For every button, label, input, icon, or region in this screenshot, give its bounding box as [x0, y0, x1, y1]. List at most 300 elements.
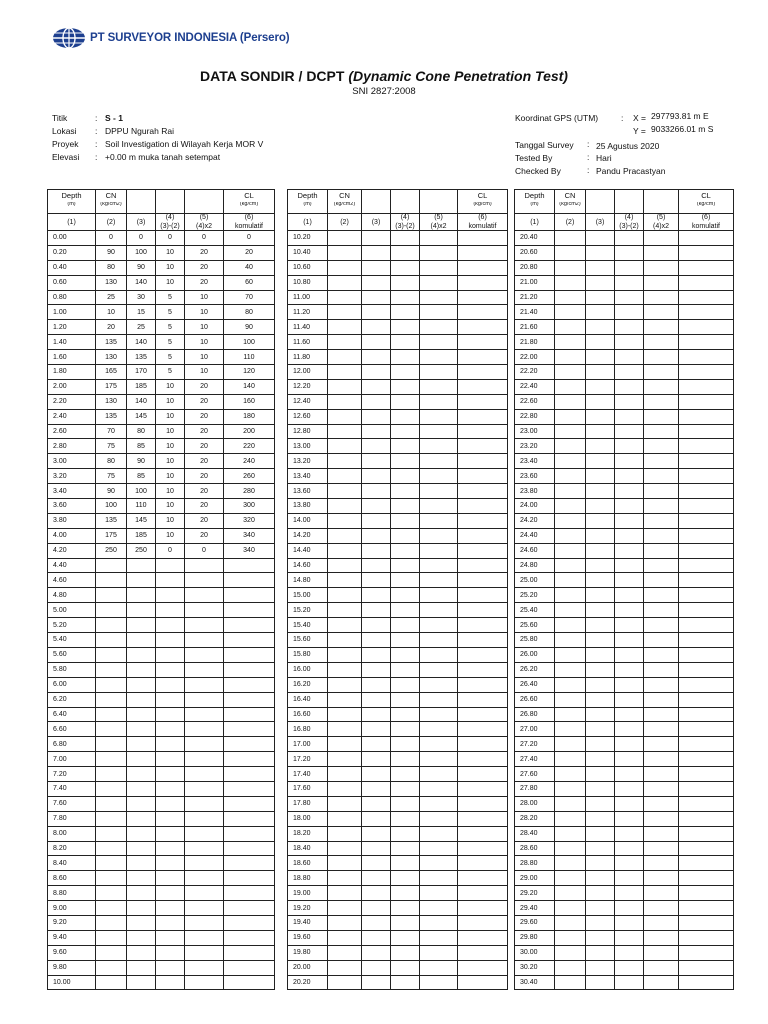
table-row-cell: 13.60: [288, 484, 328, 499]
table-row-cell: [156, 781, 185, 796]
table-row-cell: [185, 647, 224, 662]
table-row: [515, 573, 734, 588]
table-row-cell: [185, 841, 224, 856]
table-row-cell: 5: [156, 305, 185, 320]
table-row-cell: 80: [127, 424, 156, 439]
header-row-index: [515, 214, 734, 231]
table-row-cell: [156, 677, 185, 692]
table-row: [515, 260, 734, 275]
table-row-cell: [96, 960, 127, 975]
table-row-cell: [644, 603, 679, 618]
header-index-cell: [156, 214, 185, 231]
table-row-cell: [420, 588, 458, 603]
table-row-cell: [458, 915, 508, 930]
table-row-cell: [96, 826, 127, 841]
table-row-cell: [679, 647, 734, 662]
table-row-cell: 90: [224, 320, 275, 335]
info-colon: :: [95, 139, 98, 149]
table-row-cell: [586, 439, 615, 454]
table-row-cell: [328, 901, 362, 916]
table-row-cell: [420, 781, 458, 796]
table-row: [288, 871, 508, 886]
table-row-cell: [615, 826, 644, 841]
y-value: 9033266.01 m S: [651, 124, 714, 134]
table-row-cell: [615, 528, 644, 543]
table-row-cell: 23.60: [515, 469, 555, 484]
table-row-cell: 250: [127, 543, 156, 558]
table-row-cell: [185, 752, 224, 767]
table-row: [288, 662, 508, 677]
table-row-cell: [615, 945, 644, 960]
table-row-cell: [391, 275, 420, 290]
table-row-cell: [644, 752, 679, 767]
table-row-cell: 24.20: [515, 513, 555, 528]
table-row-cell: [420, 245, 458, 260]
info-label: Elevasi: [52, 152, 80, 162]
table-row-cell: 2.60: [48, 424, 96, 439]
table-row-cell: [458, 558, 508, 573]
table-row-cell: [224, 826, 275, 841]
table-row-cell: [185, 633, 224, 648]
table-row-cell: 20.20: [288, 975, 328, 990]
table-row-cell: [615, 439, 644, 454]
header-index-cell: [420, 214, 458, 231]
info-label: Proyek: [52, 139, 79, 149]
table-row-cell: 18.20: [288, 826, 328, 841]
table-row-cell: [644, 350, 679, 365]
table-row-cell: 13.80: [288, 499, 328, 514]
table-row-cell: [586, 365, 615, 380]
table-row-cell: [328, 513, 362, 528]
table-row-cell: [328, 439, 362, 454]
table-row: [48, 633, 275, 648]
table-row-cell: [328, 603, 362, 618]
header-index-cell: (2): [328, 214, 362, 231]
table-row-cell: [96, 975, 127, 990]
table-row: [288, 305, 508, 320]
table-row-cell: 60: [224, 275, 275, 290]
table-row: [515, 320, 734, 335]
table-row-cell: 21.00: [515, 275, 555, 290]
table-row-cell: [615, 811, 644, 826]
table-row-cell: [555, 439, 586, 454]
table-row: [515, 379, 734, 394]
table-row-cell: 30.40: [515, 975, 555, 990]
header-row-label-cell: CL: [458, 190, 508, 203]
table-row-cell: [224, 841, 275, 856]
table-row-cell: [615, 350, 644, 365]
table-row-cell: 4.40: [48, 558, 96, 573]
table-row-cell: [458, 960, 508, 975]
company-logo: [52, 27, 302, 53]
table-row-cell: [586, 737, 615, 752]
table-row-cell: [185, 662, 224, 677]
header-row-unit-cell: [644, 202, 679, 214]
table-row-cell: [96, 767, 127, 782]
table-row-cell: [328, 335, 362, 350]
table-row-cell: [555, 469, 586, 484]
table-row-cell: [127, 871, 156, 886]
table-row: [515, 513, 734, 528]
table-row-cell: [679, 543, 734, 558]
table-row-cell: [586, 231, 615, 246]
table-row: [48, 439, 275, 454]
table-row-cell: 10: [96, 305, 127, 320]
table-row-cell: [127, 811, 156, 826]
table-row-cell: [420, 439, 458, 454]
table-row-cell: [679, 826, 734, 841]
table-row-cell: 11.80: [288, 350, 328, 365]
table-row-cell: [644, 528, 679, 543]
table-row-cell: 25.20: [515, 588, 555, 603]
table-row-cell: 21.80: [515, 335, 555, 350]
table-row-cell: 26.00: [515, 647, 555, 662]
table-row-cell: [644, 618, 679, 633]
table-row-cell: [586, 305, 615, 320]
table-row-cell: 4.60: [48, 573, 96, 588]
table-row-cell: 11.20: [288, 305, 328, 320]
table-row-cell: 28.40: [515, 826, 555, 841]
table-row-cell: [224, 707, 275, 722]
table-row: [515, 722, 734, 737]
table-row-cell: 22.60: [515, 394, 555, 409]
table-row-cell: [224, 930, 275, 945]
table-row-cell: [96, 945, 127, 960]
info-colon: :: [95, 152, 98, 162]
table-row: [288, 692, 508, 707]
table-row-cell: [391, 513, 420, 528]
table-row: [288, 424, 508, 439]
table-row-cell: [391, 320, 420, 335]
table-row-cell: [644, 454, 679, 469]
table-row-cell: [362, 737, 391, 752]
table-row-cell: 25.60: [515, 618, 555, 633]
table-row-cell: 5: [156, 290, 185, 305]
table-row-cell: [458, 379, 508, 394]
table-row: [515, 335, 734, 350]
table-row-cell: [362, 752, 391, 767]
table-row-cell: [644, 930, 679, 945]
table-row-cell: 20: [224, 245, 275, 260]
info-value: S - 1: [105, 113, 123, 123]
table-row-cell: [458, 871, 508, 886]
table-row-cell: 17.60: [288, 781, 328, 796]
table-row: [515, 409, 734, 424]
table-row-cell: [555, 454, 586, 469]
table-row-cell: [615, 677, 644, 692]
table-row-cell: 135: [127, 350, 156, 365]
table-row-cell: 10: [185, 335, 224, 350]
table-row-cell: [615, 245, 644, 260]
info-label: Titik: [52, 113, 68, 123]
table-row: [288, 320, 508, 335]
table-row-cell: [156, 618, 185, 633]
table-row-cell: 2.00: [48, 379, 96, 394]
table-row-cell: [185, 603, 224, 618]
table-row: [288, 558, 508, 573]
table-row-cell: 70: [224, 290, 275, 305]
table-row-cell: [96, 737, 127, 752]
table-row-cell: 20: [185, 499, 224, 514]
table-row-cell: 9.20: [48, 915, 96, 930]
table-row-cell: [555, 260, 586, 275]
table-row-cell: 80: [96, 454, 127, 469]
table-row-cell: [644, 439, 679, 454]
header-row-unit-cell: [420, 202, 458, 214]
table-row: [515, 394, 734, 409]
table-row-cell: [224, 737, 275, 752]
table-row-cell: 13.40: [288, 469, 328, 484]
table-row-cell: [362, 603, 391, 618]
info-colon: :: [587, 165, 590, 175]
table-row-cell: [96, 558, 127, 573]
table-row: [48, 752, 275, 767]
table-row-cell: 10: [156, 260, 185, 275]
table-row-cell: [391, 915, 420, 930]
table-row-cell: [679, 692, 734, 707]
table-row-cell: [555, 335, 586, 350]
table-row-cell: 17.20: [288, 752, 328, 767]
table-row-cell: [586, 245, 615, 260]
table-row-cell: [420, 305, 458, 320]
table-row: [48, 394, 275, 409]
table-row-cell: 90: [96, 245, 127, 260]
table-row-cell: [586, 975, 615, 990]
table-row-cell: [362, 707, 391, 722]
info-value: Soil Investigation di Wilayah Kerja MOR V: [105, 139, 264, 149]
table-row-cell: [420, 826, 458, 841]
table-row-cell: [615, 305, 644, 320]
table-row-cell: [362, 231, 391, 246]
table-row-cell: [679, 915, 734, 930]
table-row: [48, 781, 275, 796]
table-row-cell: [420, 573, 458, 588]
table-row: [288, 707, 508, 722]
table-row-cell: 0: [156, 543, 185, 558]
table-row: [48, 915, 275, 930]
table-row-cell: [644, 677, 679, 692]
table-row-cell: [615, 856, 644, 871]
header-row-label-cell: Depth: [288, 190, 328, 203]
table-row: [288, 365, 508, 380]
table-row-cell: [127, 603, 156, 618]
table-row-cell: [185, 915, 224, 930]
table-row-cell: [586, 499, 615, 514]
table-row-cell: [391, 841, 420, 856]
table-row-cell: 0: [185, 543, 224, 558]
table-row-cell: [224, 767, 275, 782]
table-row-cell: [127, 662, 156, 677]
table-row: [288, 722, 508, 737]
table-row-cell: 11.00: [288, 290, 328, 305]
info-colon: :: [587, 152, 590, 162]
table-row-cell: 25: [96, 290, 127, 305]
table-row-cell: [458, 275, 508, 290]
header-index-cell: (2): [555, 214, 586, 231]
table-row-cell: [586, 603, 615, 618]
table-row-cell: [555, 647, 586, 662]
table-row-cell: [586, 811, 615, 826]
table-row-cell: [96, 915, 127, 930]
table-row-cell: [127, 647, 156, 662]
table-row-cell: [328, 930, 362, 945]
globe-logo-icon: [52, 27, 86, 49]
table-row-cell: [679, 394, 734, 409]
table-row: [288, 275, 508, 290]
table-row-cell: 0: [224, 231, 275, 246]
table-row-cell: [362, 767, 391, 782]
table-row-cell: [458, 930, 508, 945]
table-row-cell: [127, 960, 156, 975]
table-row-cell: [679, 454, 734, 469]
table-row-cell: [458, 737, 508, 752]
table-row-cell: [679, 618, 734, 633]
table-row-cell: 10: [185, 290, 224, 305]
table-row-cell: 29.00: [515, 871, 555, 886]
table-row-cell: [458, 811, 508, 826]
table-row: [48, 275, 275, 290]
table-row-cell: [679, 231, 734, 246]
table-row-cell: [391, 245, 420, 260]
table-row-cell: [156, 841, 185, 856]
table-row-cell: [185, 588, 224, 603]
table-row: [515, 439, 734, 454]
table-row-cell: [458, 945, 508, 960]
table-row-cell: [644, 260, 679, 275]
table-row-cell: 20: [96, 320, 127, 335]
table-row-cell: [127, 856, 156, 871]
table-row: [48, 960, 275, 975]
table-row-cell: [185, 811, 224, 826]
table-row-cell: [644, 692, 679, 707]
table-row: [48, 677, 275, 692]
table-row-cell: 140: [224, 379, 275, 394]
table-row: [288, 231, 508, 246]
table-row-cell: 250: [96, 543, 127, 558]
table-row-cell: [555, 707, 586, 722]
info-colon: :: [95, 113, 98, 123]
table-row-cell: [644, 573, 679, 588]
table-row-cell: [679, 901, 734, 916]
table-row-cell: [420, 915, 458, 930]
table-row-cell: [362, 647, 391, 662]
table-row-cell: 8.20: [48, 841, 96, 856]
table-row-cell: 10.40: [288, 245, 328, 260]
table-row: [48, 528, 275, 543]
table-row-cell: [420, 707, 458, 722]
header-index-cell: [458, 214, 508, 231]
table-row: [48, 707, 275, 722]
table-row-cell: [679, 633, 734, 648]
table-row-cell: [391, 677, 420, 692]
table-row-cell: [362, 409, 391, 424]
table-row-cell: [679, 409, 734, 424]
table-row-cell: [391, 930, 420, 945]
table-row-cell: 145: [127, 409, 156, 424]
table-row-cell: [644, 245, 679, 260]
table-row: [515, 469, 734, 484]
table-row-cell: 4.80: [48, 588, 96, 603]
table-row-cell: [362, 796, 391, 811]
table-row-cell: 22.40: [515, 379, 555, 394]
table-row-cell: 5.80: [48, 662, 96, 677]
table-row-cell: [185, 677, 224, 692]
table-row-cell: [362, 975, 391, 990]
table-row-cell: 10: [156, 528, 185, 543]
table-row: [515, 945, 734, 960]
table-row-cell: [328, 424, 362, 439]
table-row-cell: 18.80: [288, 871, 328, 886]
table-row: [48, 603, 275, 618]
table-row-cell: 20.40: [515, 231, 555, 246]
header-index-cell: [615, 214, 644, 231]
header-index-cell: (1): [288, 214, 328, 231]
table-row: [515, 275, 734, 290]
table-row-cell: [555, 484, 586, 499]
table-row-cell: [362, 662, 391, 677]
info-colon: :: [95, 126, 98, 136]
table-row-cell: [679, 365, 734, 380]
table-row-cell: [185, 945, 224, 960]
table-row-cell: [679, 335, 734, 350]
header-row-label-cell: CN: [555, 190, 586, 203]
table-row: [48, 975, 275, 990]
table-row-cell: 23.40: [515, 454, 555, 469]
table-row-cell: 14.40: [288, 543, 328, 558]
table-row-cell: [185, 707, 224, 722]
table-row-cell: [391, 647, 420, 662]
table-row-cell: [420, 335, 458, 350]
table-row-cell: [328, 573, 362, 588]
table-row-cell: [555, 871, 586, 886]
header-row-unit: [48, 202, 275, 214]
table-row-cell: [156, 796, 185, 811]
table-row-cell: 12.80: [288, 424, 328, 439]
table-row-cell: 10: [156, 424, 185, 439]
table-row-cell: [644, 856, 679, 871]
table-row-cell: 10: [156, 513, 185, 528]
table-row-cell: [615, 647, 644, 662]
table-row-cell: [555, 320, 586, 335]
table-row-cell: [391, 975, 420, 990]
table-row-cell: [391, 692, 420, 707]
table-row-cell: [644, 543, 679, 558]
col-formula: (4)x2: [196, 223, 212, 230]
table-row-cell: 90: [127, 454, 156, 469]
table-row-cell: 170: [127, 365, 156, 380]
table-row-cell: 30.20: [515, 960, 555, 975]
table-row-cell: [96, 722, 127, 737]
table-row-cell: 75: [96, 439, 127, 454]
table-row-cell: [224, 573, 275, 588]
table-row-cell: 16.20: [288, 677, 328, 692]
table-row-cell: [362, 290, 391, 305]
table-row: [515, 841, 734, 856]
table-row-cell: 3.60: [48, 499, 96, 514]
table-row-cell: [127, 796, 156, 811]
table-row-cell: 220: [224, 439, 275, 454]
table-row: [48, 856, 275, 871]
header-row-label-cell: [420, 190, 458, 203]
table-row: [48, 886, 275, 901]
table-row-cell: 13.00: [288, 439, 328, 454]
table-row-cell: [420, 945, 458, 960]
table-row-cell: [679, 499, 734, 514]
table-row-cell: [644, 424, 679, 439]
table-row-cell: [328, 737, 362, 752]
company-name: PT SURVEYOR INDONESIA (Persero): [90, 32, 290, 44]
table-row-cell: [644, 365, 679, 380]
